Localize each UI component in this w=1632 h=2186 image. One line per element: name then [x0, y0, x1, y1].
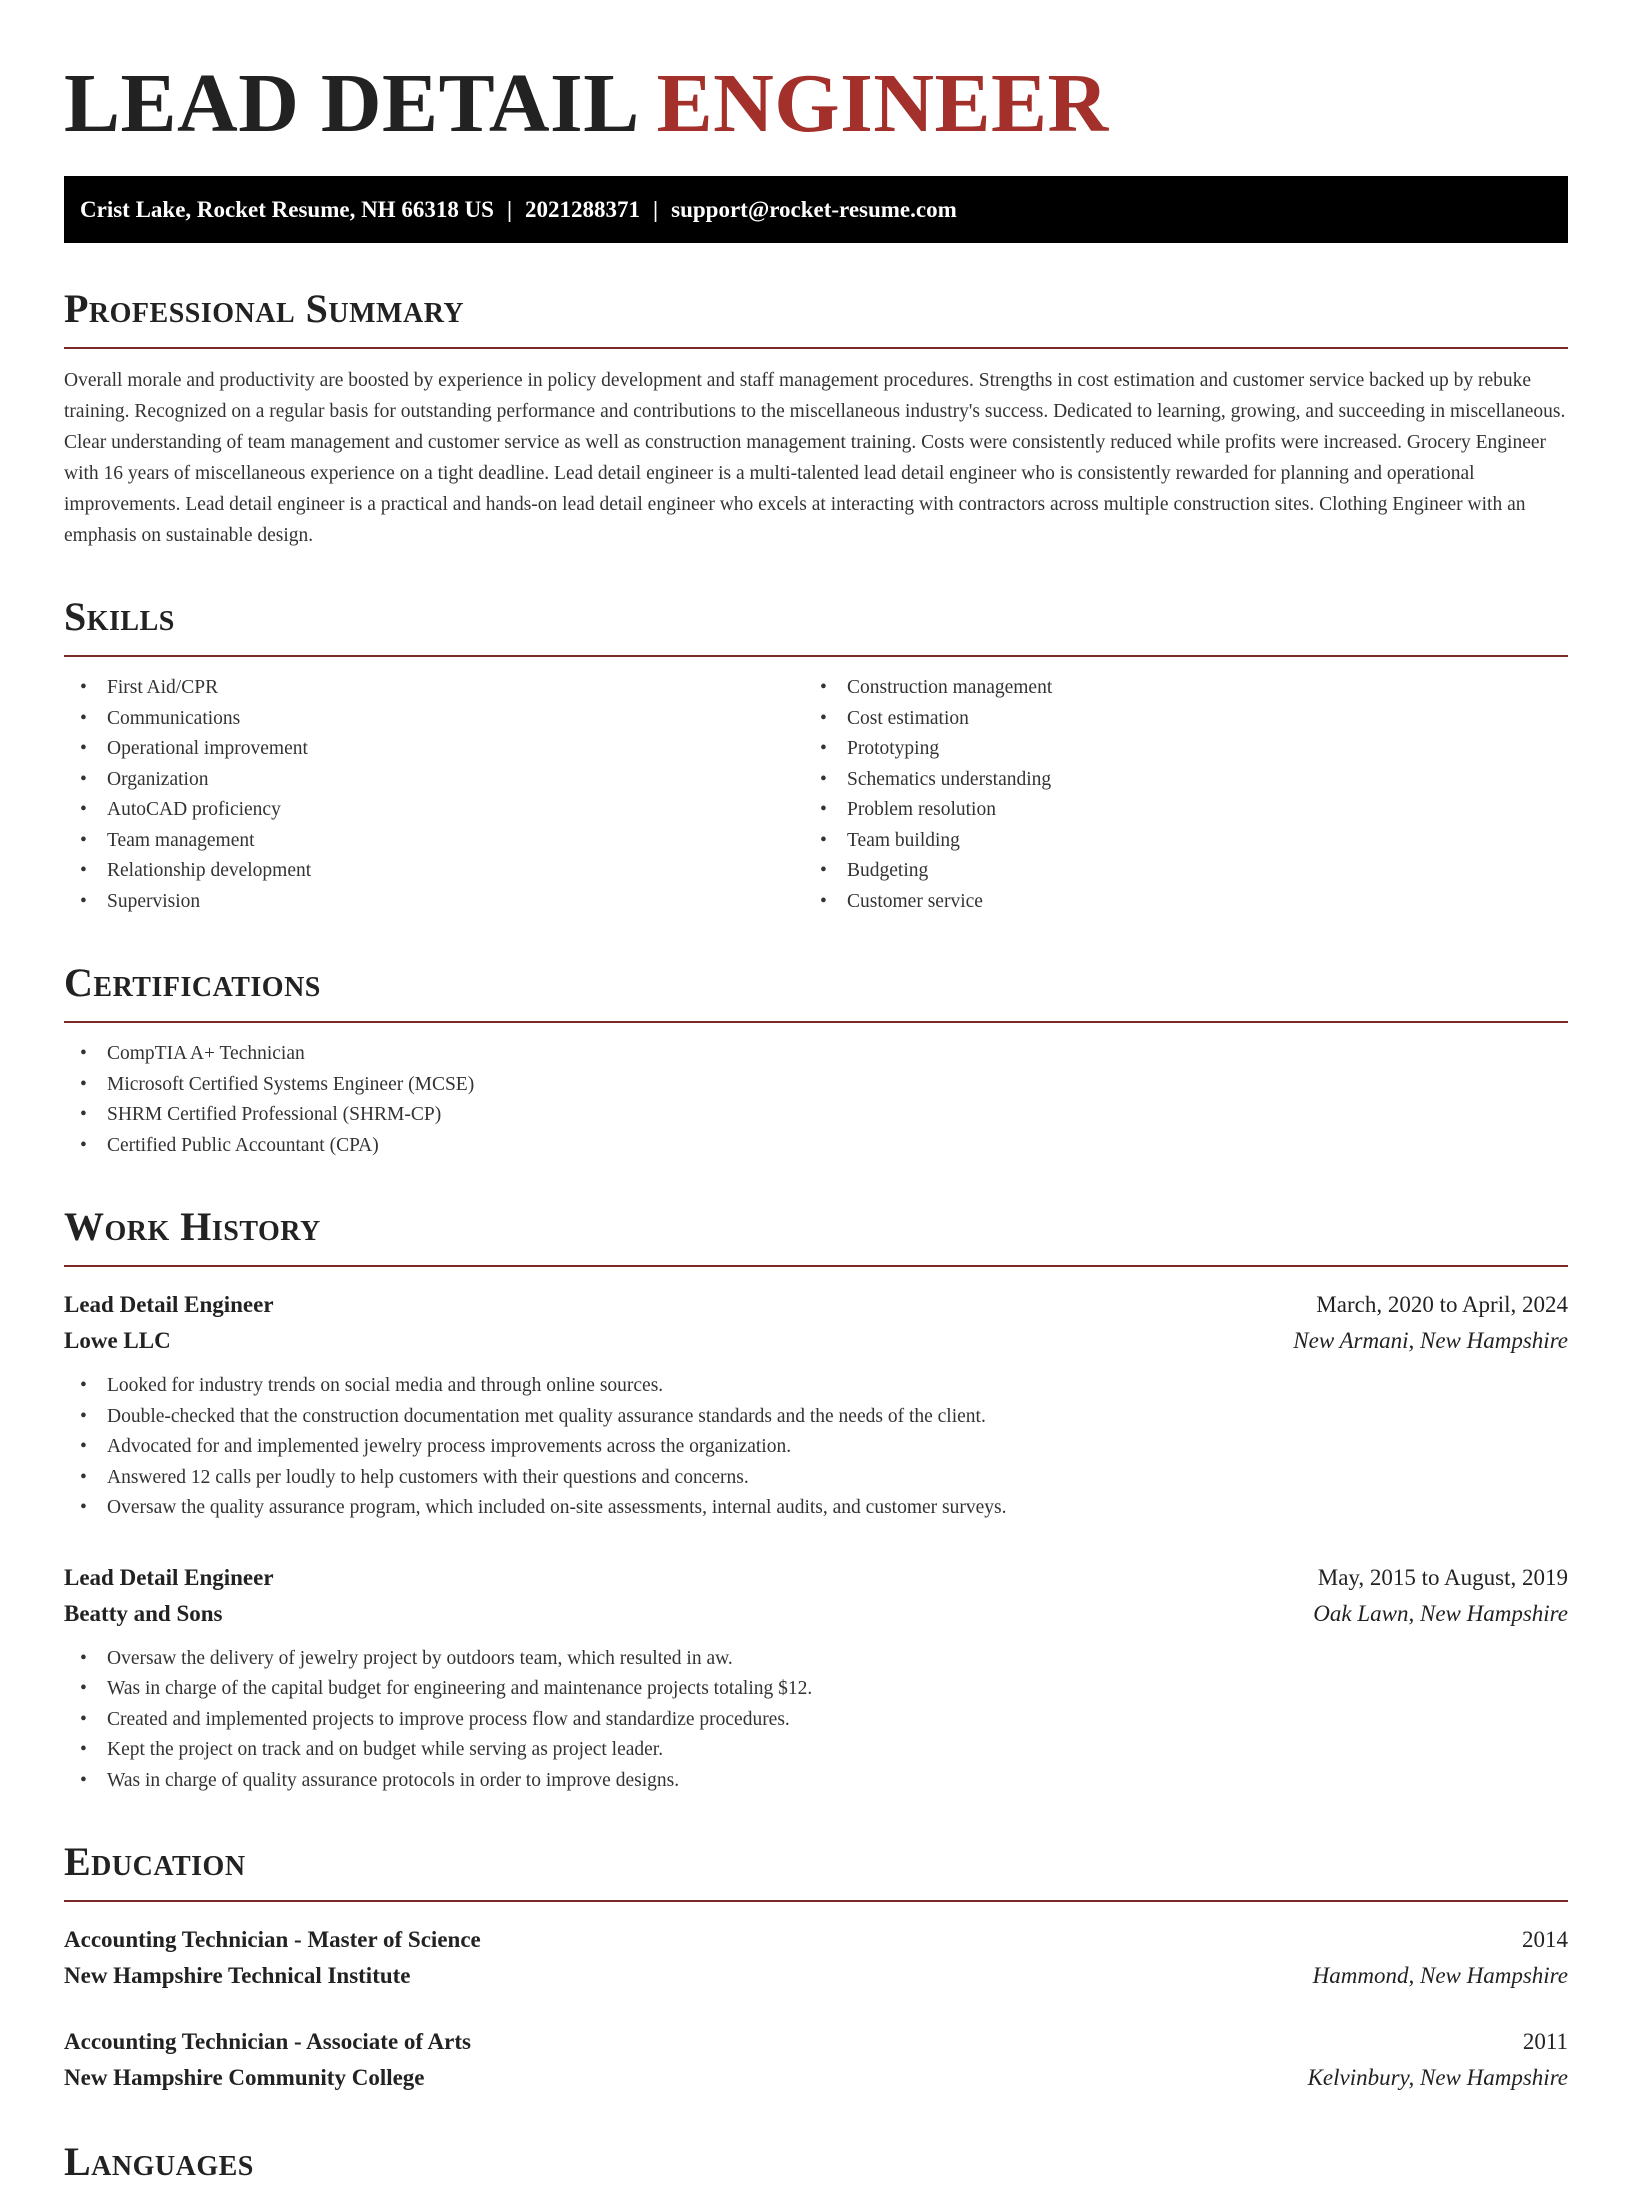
job-company: Lowe LLC [64, 1328, 171, 1353]
certification-item: • SHRM Certified Professional (SHRM-CP) [64, 1100, 1568, 1131]
section-title-summary: Professional Summary [64, 286, 465, 331]
skill-item: • First Aid/CPR [64, 673, 804, 704]
skill-item: • Problem resolution [804, 795, 1544, 826]
education-header-row [64, 2024, 1568, 2060]
job-bullet: • Was in charge of quality assurance protocols in order to improve designs. [64, 1766, 1568, 1797]
education-degree: Accounting Technician - Associate of Arts [64, 2029, 471, 2054]
skill-item: • Team management [64, 826, 804, 857]
contact-separator: | [506, 197, 513, 222]
skill-item: • Cost estimation [804, 704, 1544, 735]
summary-text: Overall morale and productivity are boosted by experience in policy development and staff management procedures. Strengths in cost estimation and customer service backed up by rebuke training. Recognized on a regular basis for outstanding performance and contributions to the miscellaneous industry's success. Dedicated to learning, growing, and succeeding in miscellaneous. Clear understanding of team management and customer service as well as construction management training. Costs were consistently reduced while profits were increased. Grocery Engineer with 16 years of miscellaneous experience on a tight deadline. Lead detail engineer is a multi-talented lead detail engineer who is consistently rewarded for planning and operational improvements. Lead detail engineer is a practical and hands-on lead detail engineer who excels at interacting with contractors across multiple construction sites. Clothing Engineer with an emphasis on sustainable design. [64, 370, 1566, 546]
skill-item: • Construction management [804, 673, 1544, 704]
job-dates: May, 2015 to August, 2019 [1317, 1564, 1568, 1590]
contact-phone: 2021288371 [525, 197, 641, 222]
contact-email: support@rocket-resume.com [671, 197, 957, 222]
job-bullet: • Was in charge of the capital budget for engineering and maintenance projects totaling $12. [64, 1674, 1568, 1705]
education-school: New Hampshire Technical Institute [64, 1963, 411, 1988]
skill-item: • Supervision [64, 887, 804, 918]
skill-item: • Prototyping [804, 734, 1544, 765]
job-bullet: • Oversaw the quality assurance program, which included on-site assessments, internal audits, and customer surveys. [64, 1493, 1568, 1524]
education-degree: Accounting Technician - Master of Science [64, 1927, 481, 1952]
education-year: 2011 [1522, 2029, 1568, 2054]
job-entry [64, 1287, 1568, 1524]
certification-item: • Microsoft Certified Systems Engineer (MCSE) [64, 1070, 1568, 1101]
skill-item: • AutoCAD proficiency [64, 795, 804, 826]
job-bullet: • Kept the project on track and on budget while serving as project leader. [64, 1735, 1568, 1766]
resume-name [64, 54, 1568, 154]
education-entry [64, 1922, 1568, 1994]
skill-item: • Customer service [804, 887, 1544, 918]
education-school-row [64, 1958, 1568, 1994]
section-divider [64, 347, 1568, 349]
skills-grid [64, 673, 1568, 917]
job-location: Oak Lawn, New Hampshire [1313, 1600, 1568, 1626]
job-company-row [64, 1596, 1568, 1632]
section-divider [64, 655, 1568, 657]
job-company-row [64, 1323, 1568, 1359]
job-header-row [64, 1560, 1568, 1596]
contact-bar [64, 176, 1568, 243]
name-first: LEAD DETAIL [64, 57, 636, 150]
skills-column-right [804, 673, 1544, 917]
skill-item: • Budgeting [804, 856, 1544, 887]
skills-column-left [64, 673, 804, 917]
skill-item: • Schematics understanding [804, 765, 1544, 796]
section-divider [64, 1900, 1568, 1902]
education-school-row [64, 2060, 1568, 2096]
job-bullet: • Oversaw the delivery of jewelry project by outdoors team, which resulted in aw. [64, 1644, 1568, 1675]
job-location: New Armani, New Hampshire [1293, 1328, 1568, 1353]
section-title-education: Education [64, 1839, 246, 1884]
job-bullet: • Looked for industry trends on social media and through online sources. [64, 1371, 1568, 1402]
job-company: Beatty and Sons [64, 1600, 223, 1626]
contact-address: Crist Lake, Rocket Resume, NH 66318 US [80, 197, 494, 222]
section-title-work-history: Work History [64, 1204, 321, 1249]
education-school: New Hampshire Community College [64, 2065, 425, 2090]
job-bullet: • Answered 12 calls per loudly to help customers with their questions and concerns. [64, 1463, 1568, 1494]
section-divider [64, 1265, 1568, 1267]
section-title-languages: Languages [64, 2139, 254, 2184]
section-title-skills: Skills [64, 594, 175, 639]
skill-item: • Communications [64, 704, 804, 735]
education-header-row [64, 1922, 1568, 1958]
education-location: Hammond, New Hampshire [1312, 1963, 1568, 1988]
section-title-certifications: Certifications [64, 960, 321, 1005]
job-bullet: • Double-checked that the construction documentation met quality assurance standards and the needs of the client. [64, 1402, 1568, 1433]
section-divider [64, 1021, 1568, 1023]
skill-item: • Organization [64, 765, 804, 796]
skill-item: • Relationship development [64, 856, 804, 887]
job-bullet: • Created and implemented projects to improve process flow and standardize procedures. [64, 1705, 1568, 1736]
contact-separator: | [653, 197, 659, 222]
job-bullets [64, 1644, 1568, 1797]
education-year: 2014 [1522, 1927, 1568, 1952]
job-dates: March, 2020 to April, 2024 [1316, 1292, 1568, 1317]
certification-item: • Certified Public Accountant (CPA) [64, 1131, 1568, 1162]
job-bullet: • Advocated for and implemented jewelry process improvements across the organization. [64, 1432, 1568, 1463]
job-entry [64, 1560, 1568, 1797]
resume-content [64, 0, 1568, 2186]
name-last: ENGINEER [656, 57, 1109, 150]
certification-item: • CompTIA A+ Technician [64, 1039, 1568, 1070]
job-bullets [64, 1371, 1568, 1524]
education-entry [64, 2024, 1568, 2096]
certifications-list [64, 1039, 1568, 1161]
job-position: Lead Detail Engineer [64, 1292, 274, 1317]
skill-item: • Operational improvement [64, 734, 804, 765]
job-header-row [64, 1287, 1568, 1323]
job-position: Lead Detail Engineer [64, 1564, 274, 1590]
education-location: Kelvinbury, New Hampshire [1307, 2065, 1568, 2090]
skill-item: • Team building [804, 826, 1544, 857]
